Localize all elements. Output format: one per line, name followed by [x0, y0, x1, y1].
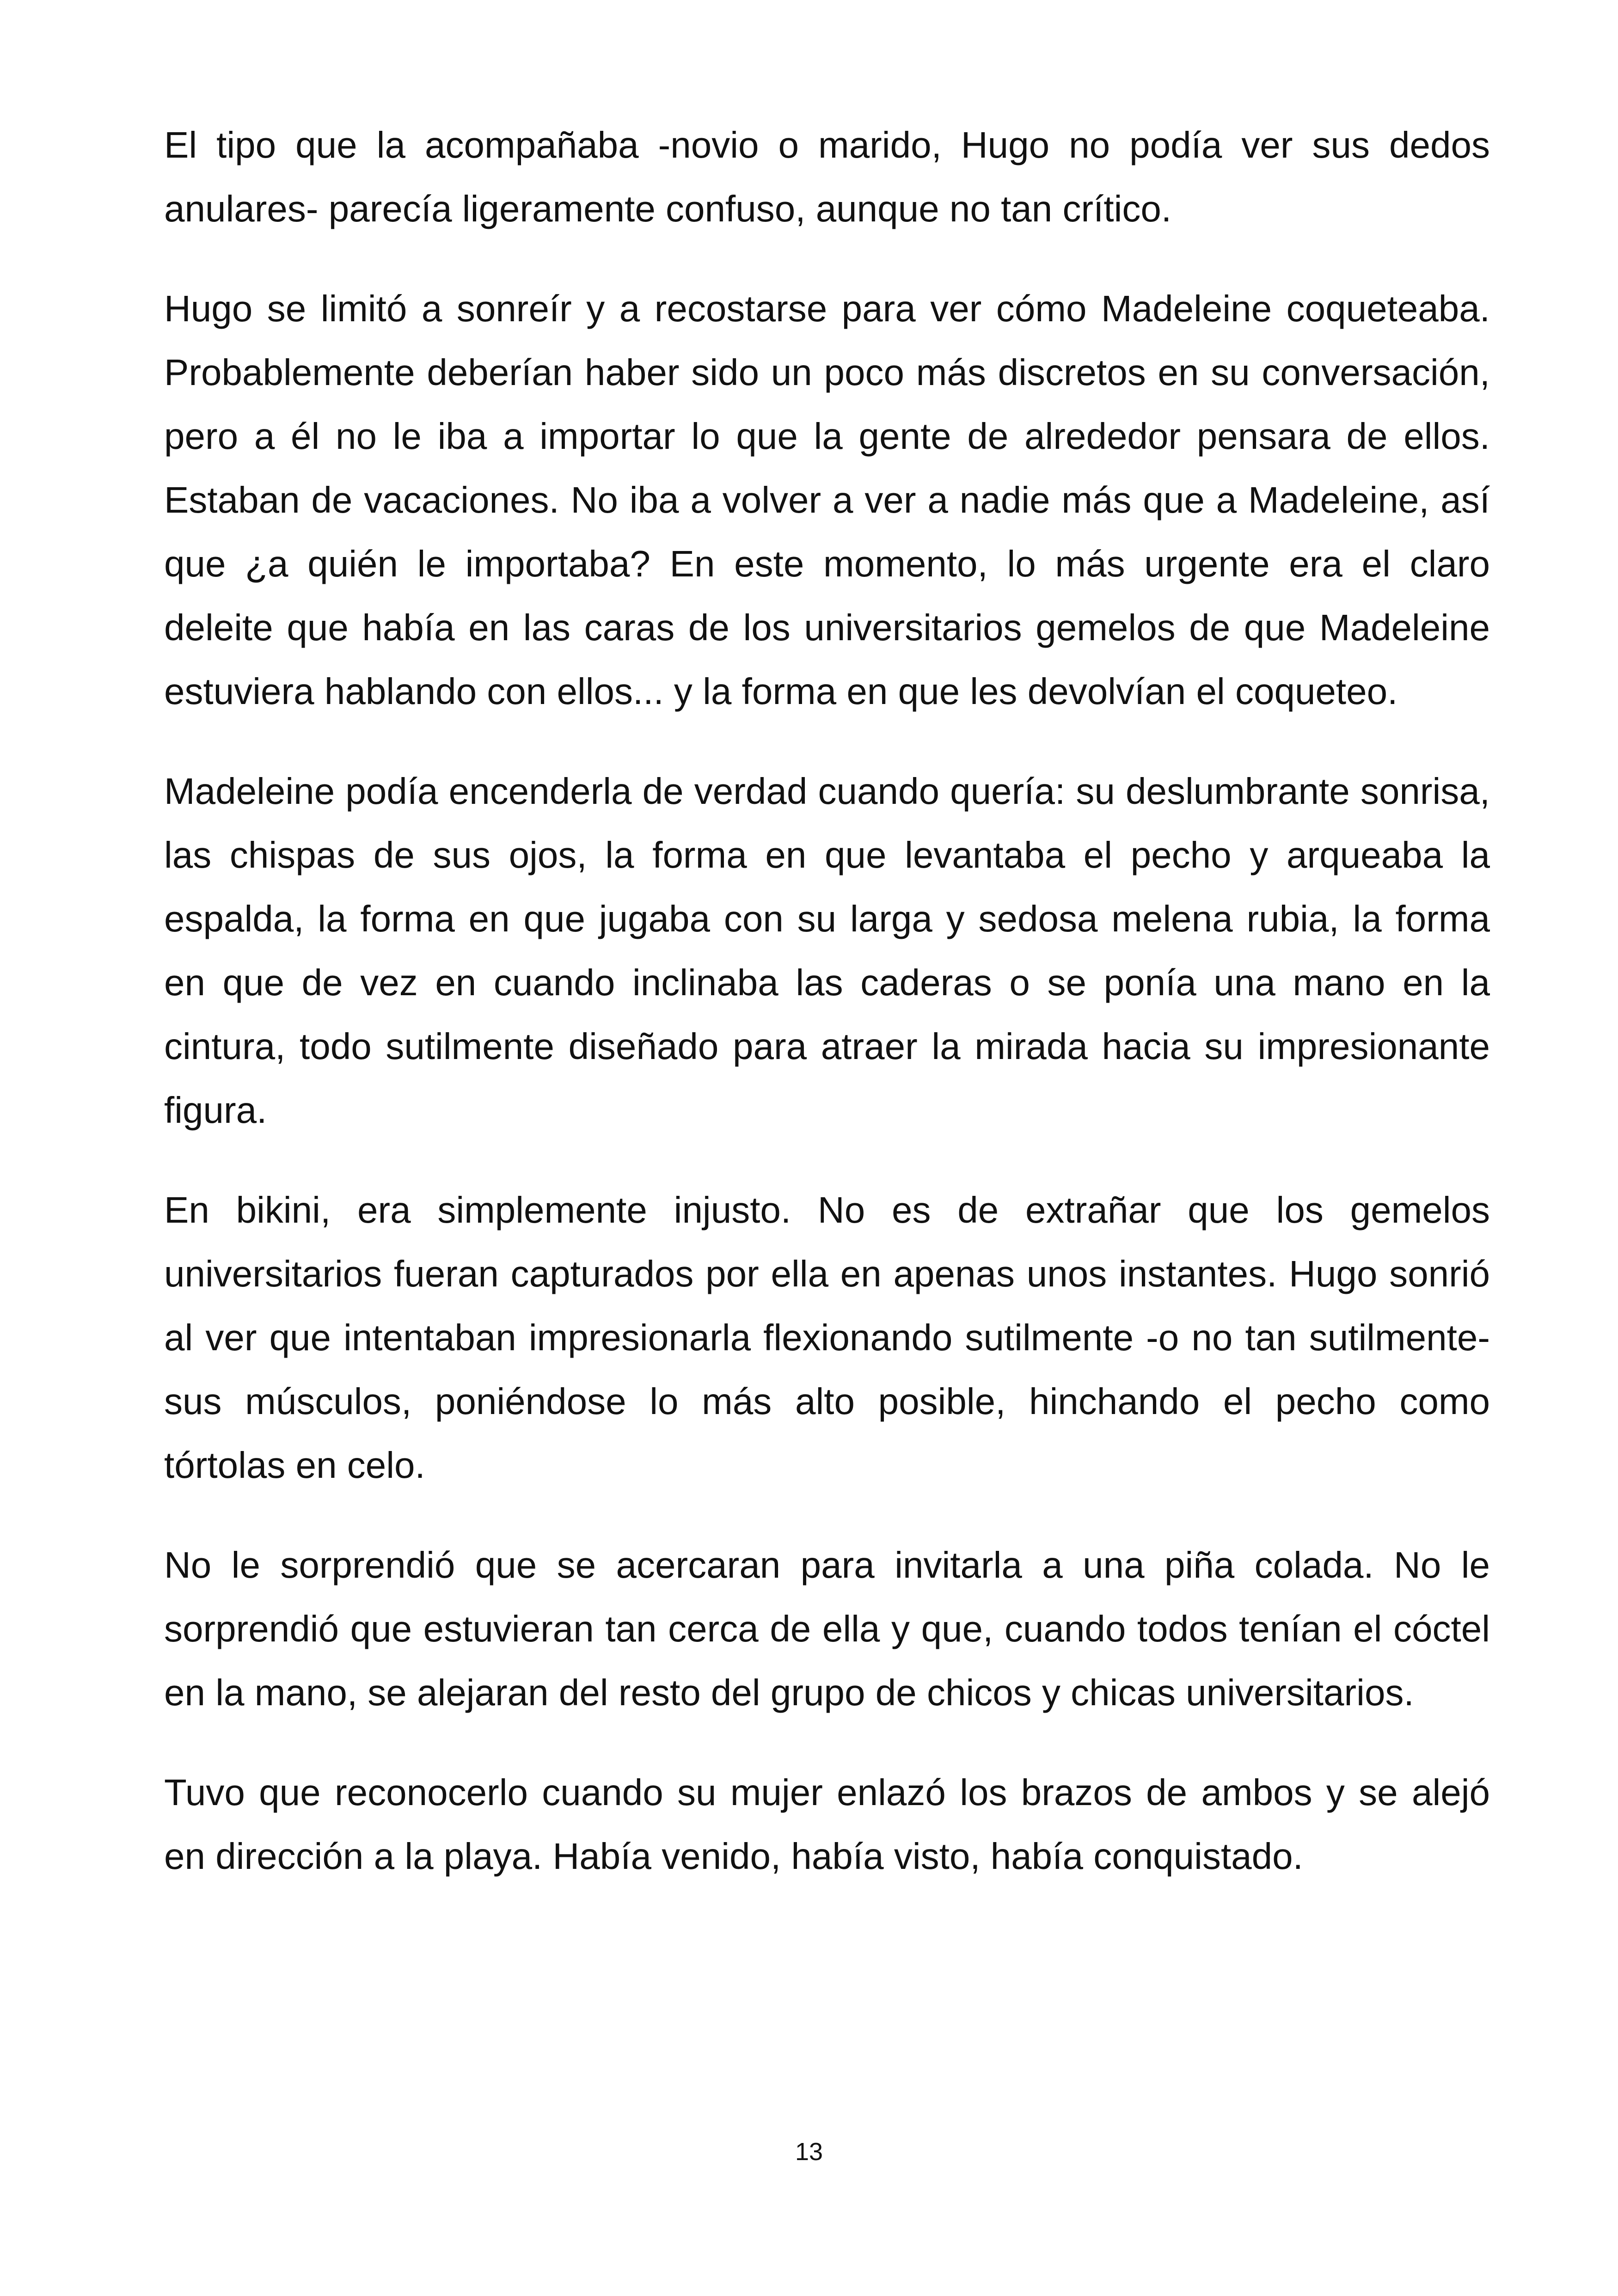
- paragraph-1: El tipo que la acompañaba -novio o marido, Hugo no podía ver sus dedos anulares- parecía ligeramente confuso, aunque no tan crítico.: [164, 124, 1490, 229]
- paragraph-5: No le sorprendió que se acercaran para invitarla a una piña colada. No le sorprendió que estuvieran tan cerca de ella y que, cuando todos tenían el cóctel en la mano, se alejaran del resto del grupo de chicos y chicas universitarios.: [164, 1544, 1490, 1713]
- page-number: 13: [795, 2138, 823, 2166]
- paragraph-2: Hugo se limitó a sonreír y a recostarse para ver cómo Madeleine coqueteaba. Probablemente deberían haber sido un poco más discretos en su conversación, pero a él no le iba a importar lo que la gente de alrededor pensara de ellos. Estaban de vacaciones. No iba a volver a ver a nadie más que a Madeleine, así que ¿a quién le importaba? En este momento, lo más urgente era el claro deleite que había en las caras de los universitarios gemelos de que Madeleine estuviera hablando con ellos... y la forma en que les devolvían el coqueteo.: [164, 288, 1490, 712]
- paragraph-6: Tuvo que reconocerlo cuando su mujer enlazó los brazos de ambos y se alejó en dirección a la playa. Había venido, había visto, había conquistado.: [164, 1772, 1490, 1877]
- paragraph-4: En bikini, era simplemente injusto. No es de extrañar que los gemelos universitarios fueran capturados por ella en apenas unos instantes. Hugo sonrió al ver que intentaban impresionarla flexionando sutilmente -o no tan sutilmente- sus músculos, poniéndose lo más alto posible, hinchando el pecho como tórtolas en celo.: [164, 1189, 1490, 1486]
- paragraph-3: Madeleine podía encenderla de verdad cuando quería: su deslumbrante sonrisa, las chispas de sus ojos, la forma en que levantaba el pecho y arqueaba la espalda, la forma en que jugaba con su larga y sedosa melena rubia, la forma en que de vez en cuando inclinaba las caderas o se ponía una mano en la cintura, todo sutilmente diseñado para atraer la mirada hacia su impresionante figura.: [164, 771, 1490, 1131]
- document-body: [164, 113, 1490, 1924]
